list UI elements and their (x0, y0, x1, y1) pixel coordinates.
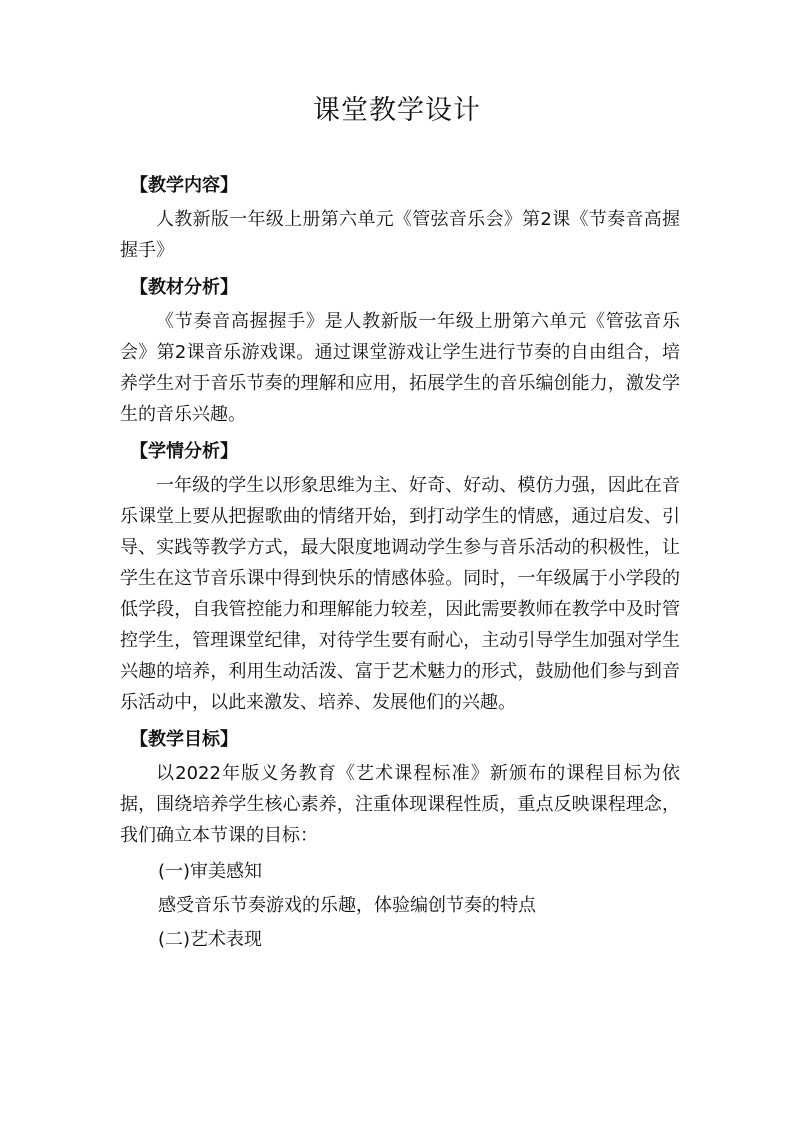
section-heading-students: 【学情分析】 (130, 441, 238, 462)
goal-item-1-label: (一)审美感知 (158, 861, 263, 882)
goal-item-2-label: (二)艺术表现 (158, 929, 263, 950)
goal-item-1-text: 感受音乐节奏游戏的乐趣，体验编创节奏的特点 (158, 895, 536, 916)
document-body (120, 168, 680, 957)
section-text-material: 《节奏音高握握手》是人教新版一年级上册第六单元《管弦音乐会》第2课音乐游戏课。通过课堂游戏让学生进行节奏的自由组合，培养学生对于音乐节奏的理解和应用，拓展学生的音乐编创能力，激发学生的音乐兴趣。 (120, 311, 680, 425)
section-text-content: 人教新版一年级上册第六单元《管弦音乐会》第2课《节奏音高握握手》 (120, 209, 680, 261)
section-heading-content: 【教学内容】 (130, 175, 238, 196)
section-text-goals: 以2022年版义务教育《艺术课程标准》新颁布的课程目标为依据，围绕培养学生核心素养，注重体现课程性质，重点反映课程理念，我们确立本节课的目标： (120, 763, 680, 846)
section-heading-material: 【教材分析】 (130, 277, 238, 298)
section-heading-goals: 【教学目标】 (130, 729, 238, 750)
page-title: 课堂教学设计 (313, 95, 481, 126)
section-text-students: 一年级的学生以形象思维为主、好奇、好动、模仿力强，因此在音乐课堂上要从把握歌曲的情绪开始，到打动学生的情感，通过启发、引导、实践等教学方式，最大限度地调动学生参与音乐活动的积极性，让学生在这节音乐课中得到快乐的情感体验。同时，一年级属于小学段的低学段，自我管控能力和理解能力较差，因此需要教师在教学中及时管控学生，管理课堂纪律，对待学生要有耐心，主动引导学生加强对学生兴趣的培养，利用生动活泼、富于艺术魅力的形式，鼓励他们参与到音乐活动中，以此来激发、培养、发展他们的兴趣。 (120, 475, 680, 713)
